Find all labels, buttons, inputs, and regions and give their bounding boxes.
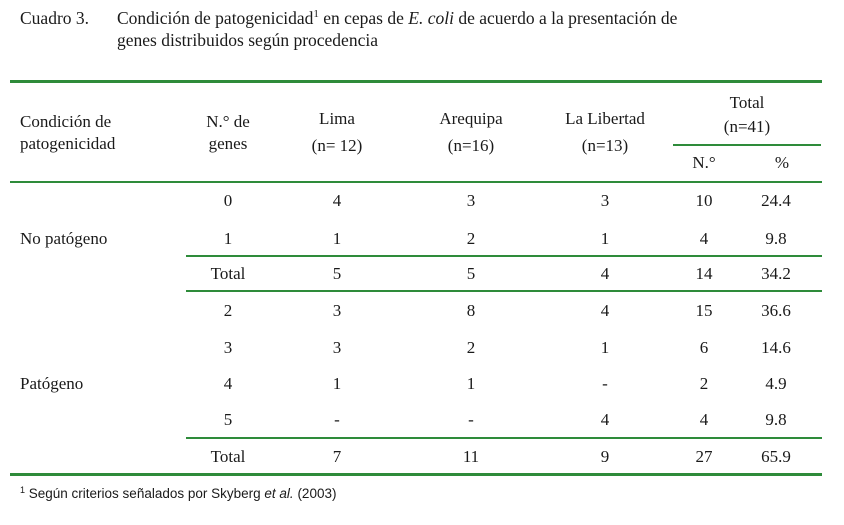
cell-n: 2 (699, 374, 709, 393)
cell-n: 6 (699, 338, 709, 357)
total-header-rule (673, 144, 821, 146)
cell-genes: Total (210, 447, 246, 466)
header-libertad-line-1: La Libertad (565, 109, 645, 128)
footnote-et-al: et al. (264, 486, 294, 501)
cell-lima: 1 (332, 229, 342, 248)
header-total-n: N.° (692, 153, 716, 172)
header-arequipa-line-2: (n=16) (447, 136, 495, 155)
footnote (20, 486, 336, 501)
patogeno-total-top-rule (186, 437, 822, 439)
cell-n: 4 (699, 229, 709, 248)
cell-lima: 1 (332, 374, 342, 393)
cell-arequipa: 1 (466, 374, 476, 393)
group-label-patogeno: Patógeno (20, 374, 84, 393)
cell-pct: 9.8 (765, 410, 787, 429)
header-bottom-rule (10, 181, 822, 183)
cell-n: 10 (695, 191, 713, 210)
cell-genes: 5 (223, 410, 233, 429)
cell-lima: - (334, 410, 340, 429)
cell-lima: 4 (332, 191, 342, 210)
top-rule (10, 80, 822, 83)
cell-lima: 5 (332, 264, 342, 283)
cell-genes: 3 (223, 338, 233, 357)
header-libertad-line-2: (n=13) (581, 136, 629, 155)
cell-arequipa: 2 (466, 338, 476, 357)
cell-libertad: 1 (600, 229, 610, 248)
cell-lima: 3 (332, 338, 342, 357)
group-label-no-patogeno: No patógeno (20, 229, 108, 248)
cell-arequipa: 11 (462, 447, 480, 466)
cell-libertad: 1 (600, 338, 610, 357)
cell-genes: 4 (223, 374, 233, 393)
cell-pct: 34.2 (761, 264, 791, 283)
header-condicion-line-2: patogenicidad (20, 134, 116, 153)
bottom-rule (10, 473, 822, 476)
cell-lima: 7 (332, 447, 342, 466)
caption-line-2: genes distribuidos según procedencia (117, 30, 378, 50)
header-condicion-line-1: Condición de (20, 112, 112, 131)
caption-label: Cuadro 3. (20, 8, 90, 28)
header-arequipa-line-1: Arequipa (439, 109, 503, 128)
cell-arequipa: 3 (466, 191, 476, 210)
cell-pct: 24.4 (761, 191, 791, 210)
cell-pct: 9.8 (765, 229, 787, 248)
header-total-line-2: (n=41) (723, 117, 771, 136)
cell-arequipa: 2 (466, 229, 476, 248)
cell-arequipa: 5 (466, 264, 476, 283)
cell-libertad: 4 (600, 264, 610, 283)
cell-pct: 36.6 (761, 301, 791, 320)
cell-libertad: 4 (600, 301, 610, 320)
cell-genes: 1 (223, 229, 233, 248)
header-lima-line-1: Lima (319, 109, 355, 128)
cell-arequipa: - (468, 410, 474, 429)
header-genes-line-2: genes (208, 134, 248, 153)
cell-libertad: 9 (600, 447, 610, 466)
header-total-pct: % (774, 153, 790, 172)
footnote-text-b: (2003) (293, 486, 337, 501)
cell-lima: 3 (332, 301, 342, 320)
header-total-line-1: Total (729, 93, 765, 112)
caption-text-a: Condición de patogenicidad (117, 8, 314, 28)
cell-libertad: - (602, 374, 608, 393)
cell-n: 14 (695, 264, 713, 283)
cell-pct: 65.9 (761, 447, 791, 466)
cell-pct: 14.6 (761, 338, 791, 357)
caption-species: E. coli (408, 8, 454, 28)
no-patogeno-total-bottom-rule (186, 290, 822, 292)
cell-n: 4 (699, 410, 709, 429)
caption-line-1 (117, 8, 677, 29)
cell-genes: 2 (223, 301, 233, 320)
footnote-marker: 1 (20, 485, 26, 495)
caption-footnote-ref: 1 (313, 8, 319, 20)
cell-genes: Total (210, 264, 246, 283)
caption-text-b: en cepas de (318, 8, 409, 28)
cell-pct: 4.9 (765, 374, 787, 393)
cell-n: 15 (695, 301, 713, 320)
no-patogeno-total-top-rule (186, 255, 822, 257)
header-lima-line-2: (n= 12) (311, 136, 363, 155)
cell-genes: 0 (223, 191, 233, 210)
cell-libertad: 3 (600, 191, 610, 210)
caption-text-c: de acuerdo a la presentación de (453, 8, 678, 28)
cell-n: 27 (695, 447, 713, 466)
header-genes-line-1: N.° de (206, 112, 250, 131)
cell-arequipa: 8 (466, 301, 476, 320)
cell-libertad: 4 (600, 410, 610, 429)
footnote-text-a: Según criterios señalados por Skyberg (25, 486, 265, 501)
